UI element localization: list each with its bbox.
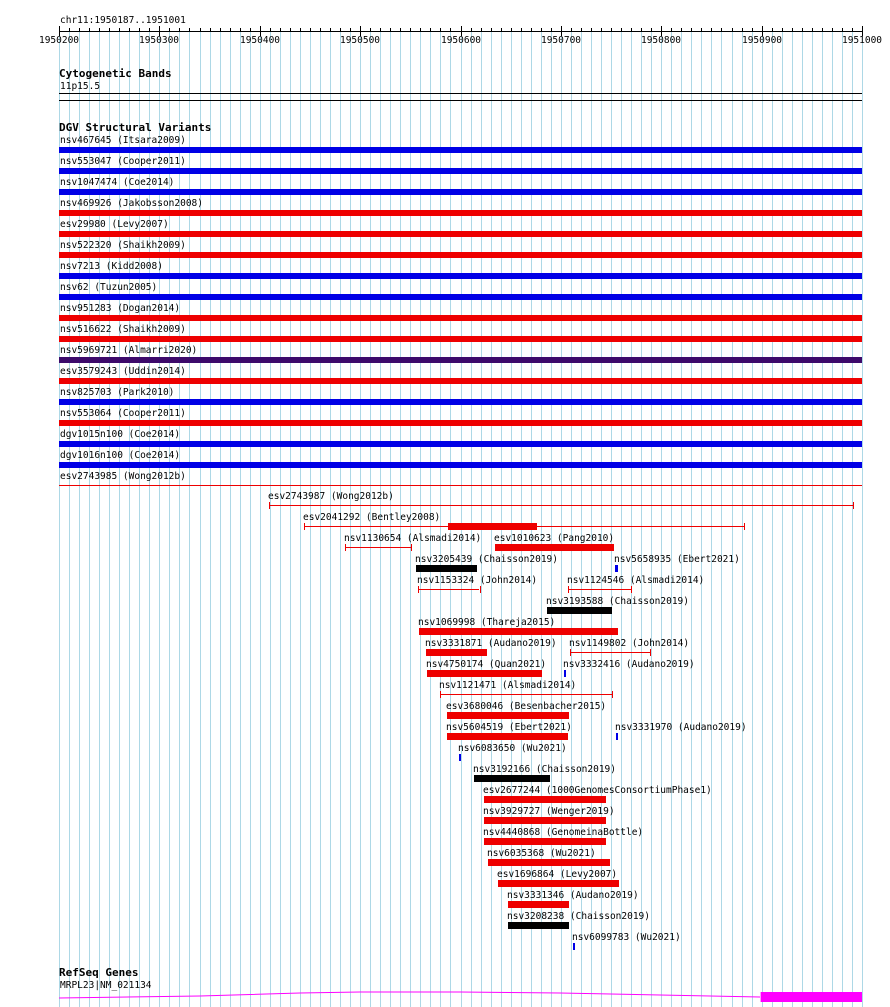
- ruler-tick-label: 1950600: [440, 35, 482, 46]
- variant-label[interactable]: nsv553064 (Cooper2011): [60, 408, 186, 419]
- ruler-tick-label: 1950800: [640, 35, 682, 46]
- variant-label[interactable]: nsv469926 (Jakobsson2008): [60, 198, 203, 209]
- variant-label[interactable]: nsv3192166 (Chaisson2019): [473, 764, 616, 775]
- ruler-tick-label: 1950200: [38, 35, 80, 46]
- variant-label[interactable]: nsv6099783 (Wu2021): [572, 932, 681, 943]
- variant-label[interactable]: nsv1124546 (Alsmadi2014): [567, 575, 705, 586]
- variant-label[interactable]: nsv7213 (Kidd2008): [60, 261, 163, 272]
- gene-exon[interactable]: [761, 992, 862, 1002]
- variant-label[interactable]: nsv6083650 (Wu2021): [458, 743, 567, 754]
- variant-label[interactable]: nsv6035368 (Wu2021): [487, 848, 596, 859]
- variant-label[interactable]: nsv3929727 (Wenger2019): [483, 806, 615, 817]
- variant-label[interactable]: nsv3331346 (Audano2019): [507, 890, 639, 901]
- variant-label[interactable]: dgv1016n100 (Coe2014): [60, 450, 181, 461]
- variant-label[interactable]: nsv3193588 (Chaisson2019): [546, 596, 689, 607]
- variant-label[interactable]: esv2743985 (Wong2012b): [60, 471, 186, 482]
- variant-label[interactable]: nsv5658935 (Ebert2021): [614, 554, 740, 565]
- dgv-track-title[interactable]: DGV Structural Variants: [59, 121, 212, 134]
- variant-label[interactable]: esv3579243 (Uddin2014): [60, 366, 186, 377]
- variant-label[interactable]: nsv1069998 (Thareja2015): [418, 617, 556, 628]
- variant-label[interactable]: nsv553047 (Cooper2011): [60, 156, 186, 167]
- variant-label[interactable]: nsv1130654 (Alsmadi2014): [344, 533, 482, 544]
- variant-label[interactable]: nsv1153324 (John2014): [417, 575, 538, 586]
- variant-label[interactable]: esv2041292 (Bentley2008): [303, 512, 441, 523]
- variant-label[interactable]: nsv4440868 (GenomeinaBottle): [483, 827, 644, 838]
- ruler-tick-label: 1950900: [741, 35, 783, 46]
- cytoband-track-title[interactable]: Cytogenetic Bands: [59, 67, 172, 80]
- cytoband-label: 11p15.5: [60, 81, 101, 92]
- coordinate-label: chr11:1950187..1951001: [60, 15, 186, 26]
- variant-label[interactable]: nsv3332416 (Audano2019): [563, 659, 695, 670]
- ruler-tick-label: 1951000: [841, 35, 883, 46]
- variant-label[interactable]: esv29980 (Levy2007): [60, 219, 169, 230]
- variant-label[interactable]: nsv1121471 (Alsmadi2014): [439, 680, 577, 691]
- variant-label[interactable]: esv2743987 (Wong2012b): [268, 491, 394, 502]
- ruler-tick-label: 1950700: [540, 35, 582, 46]
- variant-label[interactable]: nsv3331871 (Audano2019): [425, 638, 557, 649]
- variant-label[interactable]: nsv1047474 (Coe2014): [60, 177, 175, 188]
- ruler-tick-label: 1950400: [239, 35, 281, 46]
- variant-label[interactable]: esv2677244 (1000GenomesConsortiumPhase1): [483, 785, 712, 796]
- variant-label[interactable]: nsv516622 (Shaikh2009): [60, 324, 186, 335]
- variant-label[interactable]: nsv4750174 (Quan2021): [426, 659, 547, 670]
- variant-label[interactable]: nsv951283 (Dogan2014): [60, 303, 181, 314]
- refseq-gene-label[interactable]: MRPL23|NM_021134: [60, 980, 152, 991]
- variant-label[interactable]: nsv3208238 (Chaisson2019): [507, 911, 650, 922]
- variant-label[interactable]: dgv1015n100 (Coe2014): [60, 429, 181, 440]
- variant-label[interactable]: nsv5969721 (Almarri2020): [60, 345, 198, 356]
- ruler-tick-label: 1950300: [138, 35, 180, 46]
- variant-label[interactable]: nsv522320 (Shaikh2009): [60, 240, 186, 251]
- variant-label[interactable]: nsv5604519 (Ebert2021): [446, 722, 572, 733]
- refseq-track-title[interactable]: RefSeq Genes: [59, 966, 139, 979]
- variant-label[interactable]: esv1696864 (Levy2007): [497, 869, 618, 880]
- gene-intron-line[interactable]: [59, 992, 760, 998]
- variant-label[interactable]: esv3680046 (Besenbacher2015): [446, 701, 607, 712]
- variant-label[interactable]: esv1010623 (Pang2010): [494, 533, 615, 544]
- variant-label[interactable]: nsv1149802 (John2014): [569, 638, 690, 649]
- variant-label[interactable]: nsv467645 (Itsara2009): [60, 135, 186, 146]
- variant-label[interactable]: nsv825703 (Park2010): [60, 387, 175, 398]
- ruler-tick-label: 1950500: [339, 35, 381, 46]
- variant-label[interactable]: nsv3205439 (Chaisson2019): [415, 554, 558, 565]
- variant-label[interactable]: nsv62 (Tuzun2005): [60, 282, 158, 293]
- variant-label[interactable]: nsv3331970 (Audano2019): [615, 722, 747, 733]
